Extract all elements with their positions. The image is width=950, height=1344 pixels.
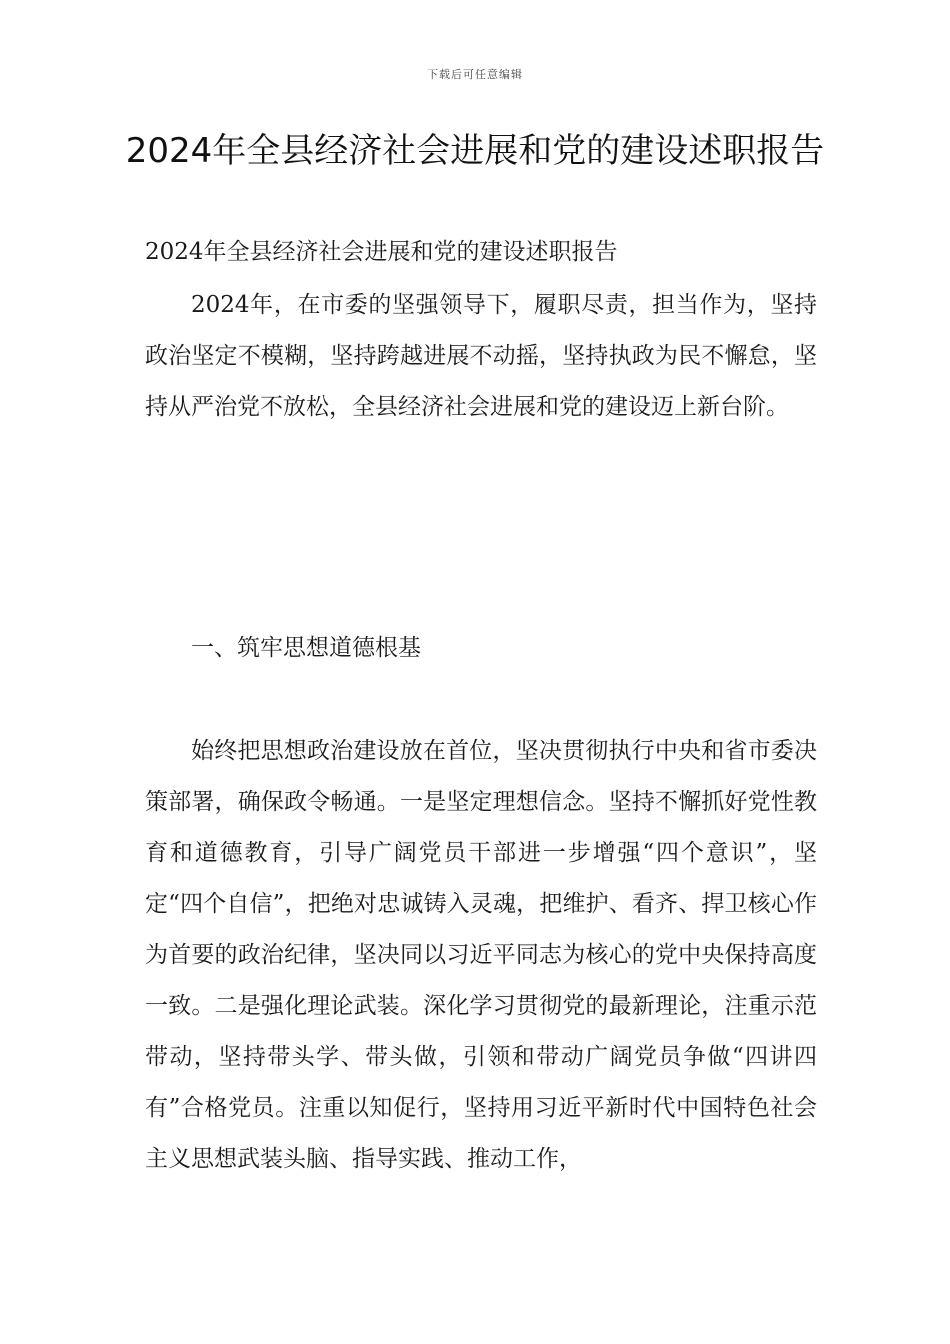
document-title: 2024年全县经济社会进展和党的建设述职报告 xyxy=(125,131,825,171)
section-heading: 一、筑牢思想道德根基 xyxy=(191,635,421,661)
document-subtitle: 2024年全县经济社会进展和党的建设述职报告 xyxy=(145,239,618,265)
header-note: 下载后可任意编辑 xyxy=(427,68,523,81)
section-paragraph: 始终把思想政治建设放在首位，坚决贯彻执行中央和省市委决策部署，确保政令畅通。一是坚定理想信念。坚持不懈抓好党性教育和道德教育，引导广阔党员干部进一步增强“四个意识”，坚定“四个自信”，把绝对忠诚铸入灵魂，把维护、看齐、捍卫核心作为首要的政治纪律，坚决同以习近平同志为核心的党中央保持高度一致。二是强化理论武装。深化学习贯彻党的最新理论，注重示范带动，坚持带头学、带头做，引领和带动广阔党员争做“四讲四有”合格党员。注重以知促行，坚持用习近平新时代中国特色社会主义思想武装头脑、指导实践、推动工作， xyxy=(145,738,817,1172)
intro-paragraph: 2024年，在市委的坚强领导下，履职尽责，担当作为，坚持政治坚定不模糊，坚持跨越进展不动摇，坚持执政为民不懈怠，坚持从严治党不放松，全县经济社会进展和党的建设迈上新台阶。 xyxy=(145,292,817,420)
